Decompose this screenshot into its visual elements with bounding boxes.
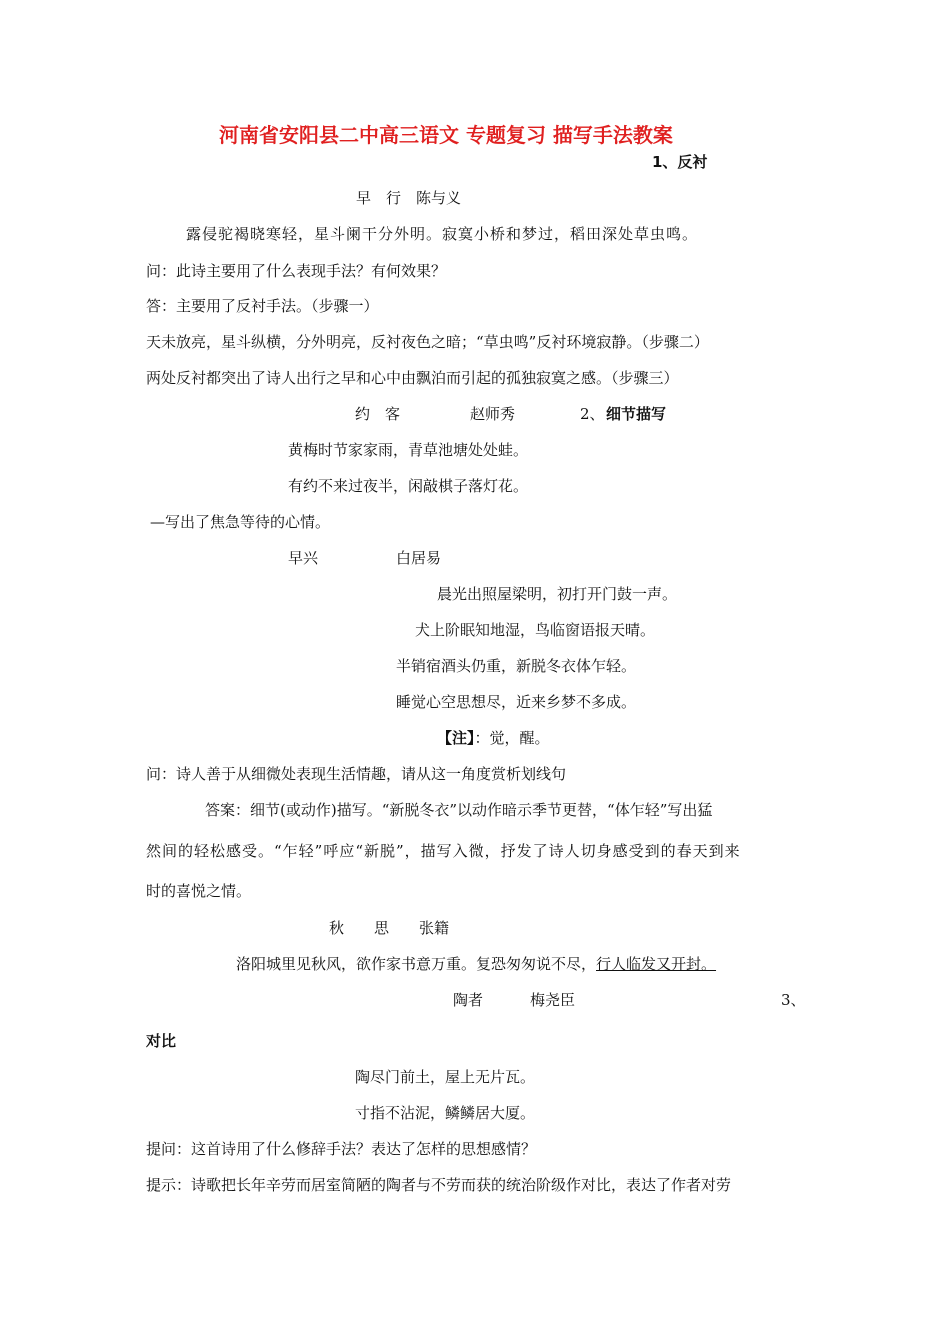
- poem-title: 秋 思 张籍: [329, 919, 450, 937]
- underlined-poem-line: 行人临发又开封。: [596, 955, 717, 973]
- note: [437, 728, 550, 748]
- poem-title: 陶者: [453, 991, 484, 1009]
- poem-title: 早 行 陈与义: [356, 189, 462, 207]
- question-text: 问：此诗主要用了什么表现手法？有何效果？: [146, 262, 447, 280]
- answer-text: 时的喜悦之情。: [146, 882, 252, 900]
- poem-text: [236, 954, 716, 974]
- section-heading-contrast: 1、反衬: [652, 153, 708, 171]
- section-heading-detail: 细节描写: [606, 405, 667, 423]
- poem-line: 半销宿酒头仍重，新脱冬衣体乍轻。: [396, 657, 637, 675]
- answer-text: 答：主要用了反衬手法。（步骤一）: [146, 297, 379, 315]
- document-title: 河南省安阳县二中高三语文 专题复习 描写手法教案: [219, 123, 673, 147]
- poem-line: 睡觉心空思想尽，近来乡梦不多成。: [396, 693, 637, 711]
- comment-text: —写出了焦急等待的心情。: [150, 513, 331, 531]
- poem-author: 梅尧臣: [530, 991, 576, 1009]
- poem-line: 洛阳城里见秋风，欲作家书意万重。复恐匆匆说不尽，: [236, 955, 597, 973]
- hint-text: 提示：诗歌把长年辛劳而居室简陋的陶者与不劳而获的统治阶级作对比，表达了作者对劳: [146, 1176, 732, 1194]
- answer-text: 两处反衬都突出了诗人出行之早和心中由飘泊而引起的孤独寂寞之感。（步骤三）: [146, 369, 679, 387]
- poem-line: 寸指不沾泥，鳞鳞居大厦。: [355, 1104, 536, 1122]
- section-heading-contrast-comparison: 对比: [146, 1032, 177, 1050]
- poem-line: 陶尽门前土，屋上无片瓦。: [355, 1068, 536, 1086]
- answer-text: 然间的轻松感受。“乍轻”呼应“新脱”，描写入微，抒发了诗人切身感受到的春天到来: [146, 842, 741, 860]
- poem-text: 露侵驼褐晓寒轻，星斗阑干分外明。寂寞小桥和梦过，稻田深处草虫鸣。: [186, 225, 699, 243]
- answer-text: 天未放亮，星斗纵横，分外明亮，反衬夜色之暗；“草虫鸣”反衬环境寂静。（步骤二）: [146, 333, 709, 351]
- answer-text: 答案：细节(或动作)描写。“新脱冬衣”以动作暗示季节更替，“体乍轻”写出猛: [205, 801, 713, 819]
- poem-line: 犬上阶眠知地湿，鸟临窗语报天晴。: [415, 621, 656, 639]
- section-heading-number: 3、: [781, 991, 806, 1009]
- poem-title: 早兴: [288, 549, 319, 567]
- question-text: 提问：这首诗用了什么修辞手法？表达了怎样的思想感情？: [146, 1140, 537, 1158]
- section-heading-number: 2、: [580, 405, 605, 423]
- poem-author: 赵师秀: [470, 405, 516, 423]
- note-label: 【注】: [437, 729, 475, 747]
- poem-line: 有约不来过夜半，闲敲棋子落灯花。: [288, 477, 529, 495]
- poem-title: 约 客: [355, 405, 401, 423]
- poem-line: 黄梅时节家家雨，青草池塘处处蛙。: [288, 441, 529, 459]
- note-text: ：觉，醒。: [474, 729, 550, 747]
- question-text: 问：诗人善于从细微处表现生活情趣，请从这一角度赏析划线句: [146, 765, 567, 783]
- poem-line: 晨光出照屋梁明，初打开门鼓一声。: [437, 585, 678, 603]
- poem-author: 白居易: [396, 549, 442, 567]
